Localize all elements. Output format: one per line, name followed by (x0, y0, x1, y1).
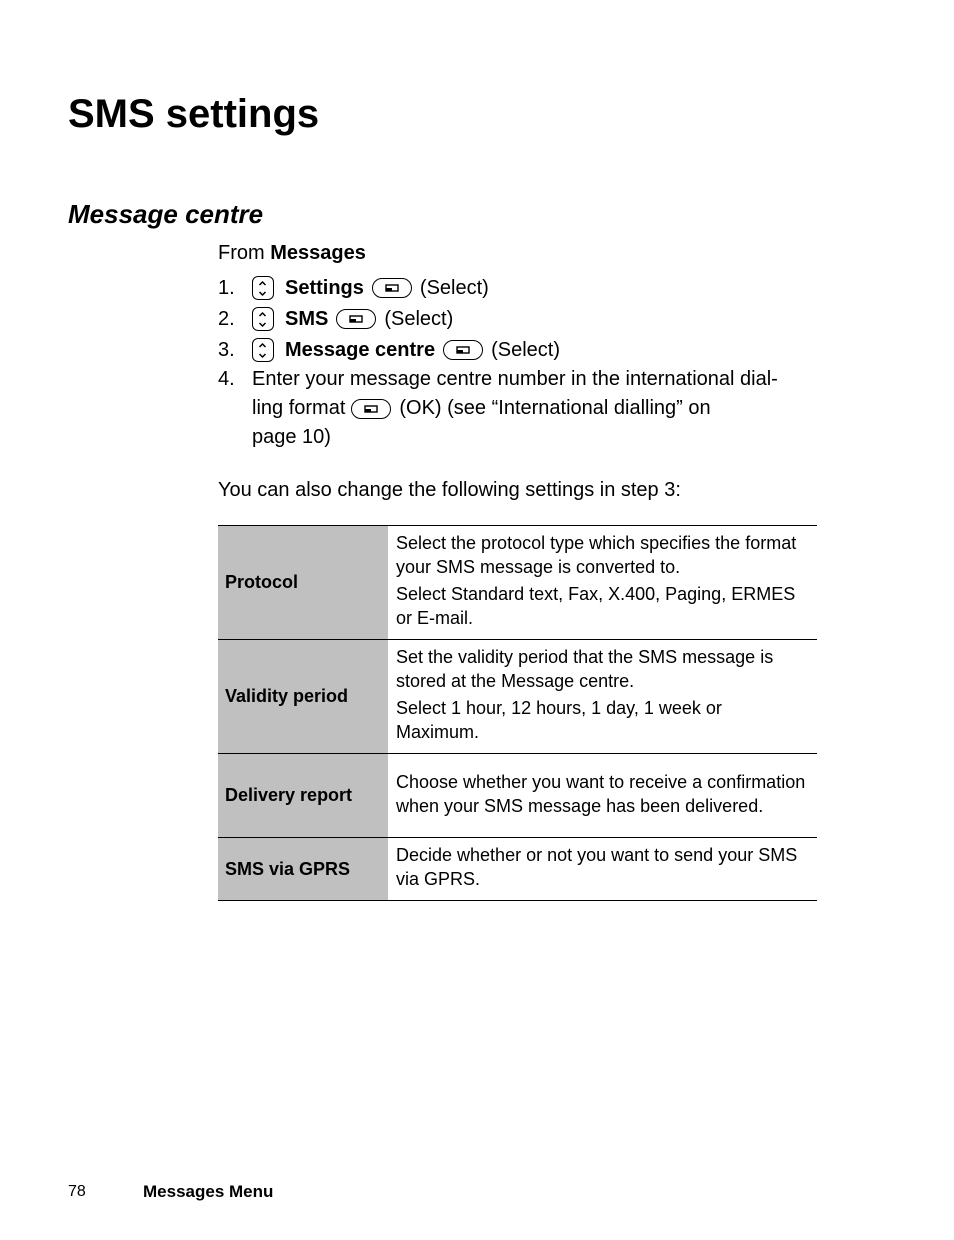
step4-line1: Enter your message centre number in the international dial- (252, 368, 778, 390)
section-title: Message centre (68, 199, 264, 229)
step-number: 1. (218, 277, 235, 299)
setting-description (388, 838, 817, 901)
step-item: Message centre (285, 339, 436, 361)
page-title: SMS settings (68, 92, 320, 136)
navigation-key-icon (252, 338, 274, 362)
setting-label: Protocol (218, 526, 388, 640)
setting-description-line: Select Standard text, Fax, X.400, Paging, ERMES or E-mail. (396, 584, 796, 628)
step-number: 4. (218, 368, 235, 390)
navigation-key-icon (252, 307, 274, 331)
from-prefix: From (218, 242, 265, 264)
step4-line2-prefix: ling format (252, 397, 346, 419)
from-menu: Messages (270, 242, 366, 264)
soft-key-icon (372, 278, 412, 298)
soft-key-icon (336, 309, 376, 329)
setting-label: Delivery report (218, 754, 388, 838)
step-item: Settings (285, 277, 364, 299)
table-row (218, 838, 817, 901)
settings-table (218, 525, 817, 901)
step-item: SMS (285, 308, 329, 330)
setting-description-line: Set the validity period that the SMS message is stored at the Message centre. (396, 647, 774, 691)
setting-description (388, 640, 817, 754)
from-line (218, 239, 366, 267)
step4-line2-suffix: (OK) (see “International dialling” on (399, 397, 711, 419)
soft-key-icon (443, 340, 483, 360)
setting-description (388, 526, 817, 640)
page-number: 78 (68, 1183, 86, 1200)
table-row (218, 640, 817, 754)
setting-description-line: Choose whether you want to receive a confirmation when your SMS message has been delivered. (396, 771, 806, 816)
step-action: (Select) (419, 277, 489, 299)
step-number: 2. (218, 308, 235, 330)
intro-text: You can also change the following settings in step 3: (218, 479, 681, 501)
setting-description-line: Decide whether or not you want to send your SMS via GPRS. (396, 845, 798, 889)
chapter-name: Messages Menu (143, 1182, 274, 1201)
setting-description-line: Select 1 hour, 12 hours, 1 day, 1 week or Maximum. (396, 698, 722, 742)
table-row (218, 754, 817, 838)
navigation-key-icon (252, 276, 274, 300)
step-4 (218, 365, 828, 452)
step-action: (Select) (491, 339, 560, 361)
step4-line3: page 10) (252, 426, 331, 448)
step-action: (Select) (384, 308, 454, 330)
setting-description (388, 754, 817, 838)
soft-key-icon (351, 399, 391, 419)
step-number: 3. (218, 339, 235, 361)
setting-label: SMS via GPRS (218, 838, 388, 901)
setting-description-line: Select the protocol type which specifies the format your SMS message is converted to. (396, 533, 797, 577)
setting-label: Validity period (218, 640, 388, 754)
table-row (218, 526, 817, 640)
